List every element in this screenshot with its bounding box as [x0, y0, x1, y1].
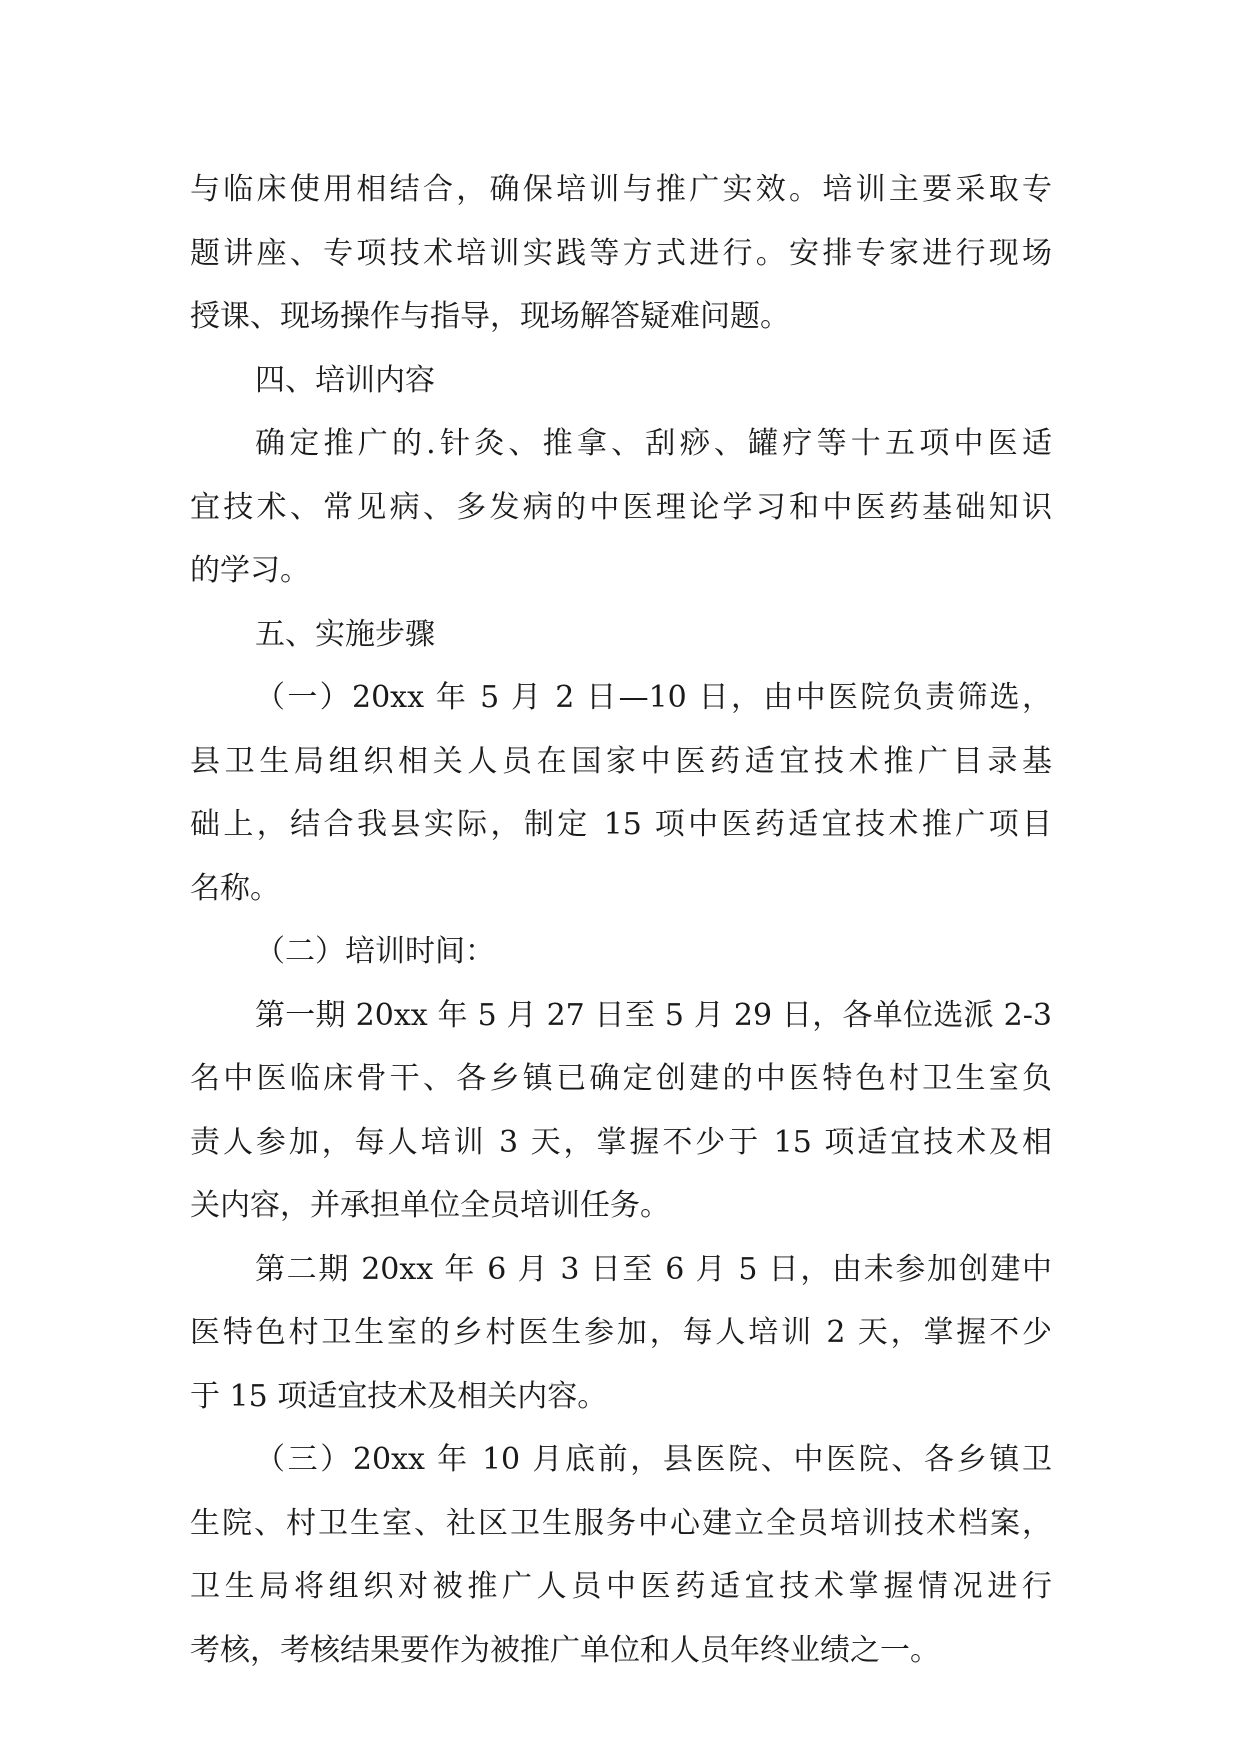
text-line: 第一期 20xx 年 5 月 27 日至 5 月 29 日，各单位选派 2-3: [255, 997, 1052, 1033]
text-line: 宜技术、常见病、多发病的中医理论学习和中医药基础知识: [190, 489, 1052, 525]
subsection-heading: （二）培训时间：: [255, 934, 495, 969]
text-line: （三）20xx 年 10 月底前，县医院、中医院、各乡镇卫: [255, 1442, 1052, 1477]
text-line: 医特色村卫生室的乡村医生参加，每人培训 2 天，掌握不少: [190, 1315, 1052, 1350]
text-line: 关内容，并承担单位全员培训任务。: [190, 1188, 670, 1223]
text-line: 与临床使用相结合，确保培训与推广实效。培训主要采取专: [190, 172, 1052, 207]
text-line: 的学习。: [190, 553, 310, 588]
text-line: 责人参加，每人培训 3 天，掌握不少于 15 项适宜技术及相: [190, 1124, 1052, 1160]
text-line: 生院、村卫生室、社区卫生服务中心建立全员培训技术档案，: [190, 1505, 1052, 1541]
text-line: 考核，考核结果要作为被推广单位和人员年终业绩之一。: [190, 1632, 940, 1668]
text-line: 于 15 项适宜技术及相关内容。: [190, 1378, 608, 1414]
text-line: 名中医临床骨干、各乡镇已确定创建的中医特色村卫生室负: [190, 1061, 1052, 1096]
text-line: 题讲座、专项技术培训实践等方式进行。安排专家进行现场: [190, 235, 1052, 271]
text-line: 确定推广的.针灸、推拿、刮痧、罐疗等十五项中医适: [255, 426, 1052, 461]
text-line: 名称。: [190, 870, 280, 906]
text-line: 第二期 20xx 年 6 月 3 日至 6 月 5 日，由未参加创建中: [255, 1251, 1052, 1287]
section-heading: 五、实施步骤: [255, 616, 435, 652]
text-line: 卫生局将组织对被推广人员中医药适宜技术掌握情况进行: [190, 1569, 1052, 1604]
document-body: [190, 158, 1052, 1682]
text-line: 授课、现场操作与指导，现场解答疑难问题。: [190, 299, 790, 334]
section-heading: 四、培训内容: [255, 362, 435, 398]
text-line: （一）20xx 年 5 月 2 日—10 日，由中医院负责筛选，: [255, 680, 1052, 715]
text-line: 县卫生局组织相关人员在国家中医药适宜技术推广目录基: [190, 743, 1052, 779]
text-line: 础上，结合我县实际，制定 15 项中医药适宜技术推广项目: [190, 807, 1052, 842]
